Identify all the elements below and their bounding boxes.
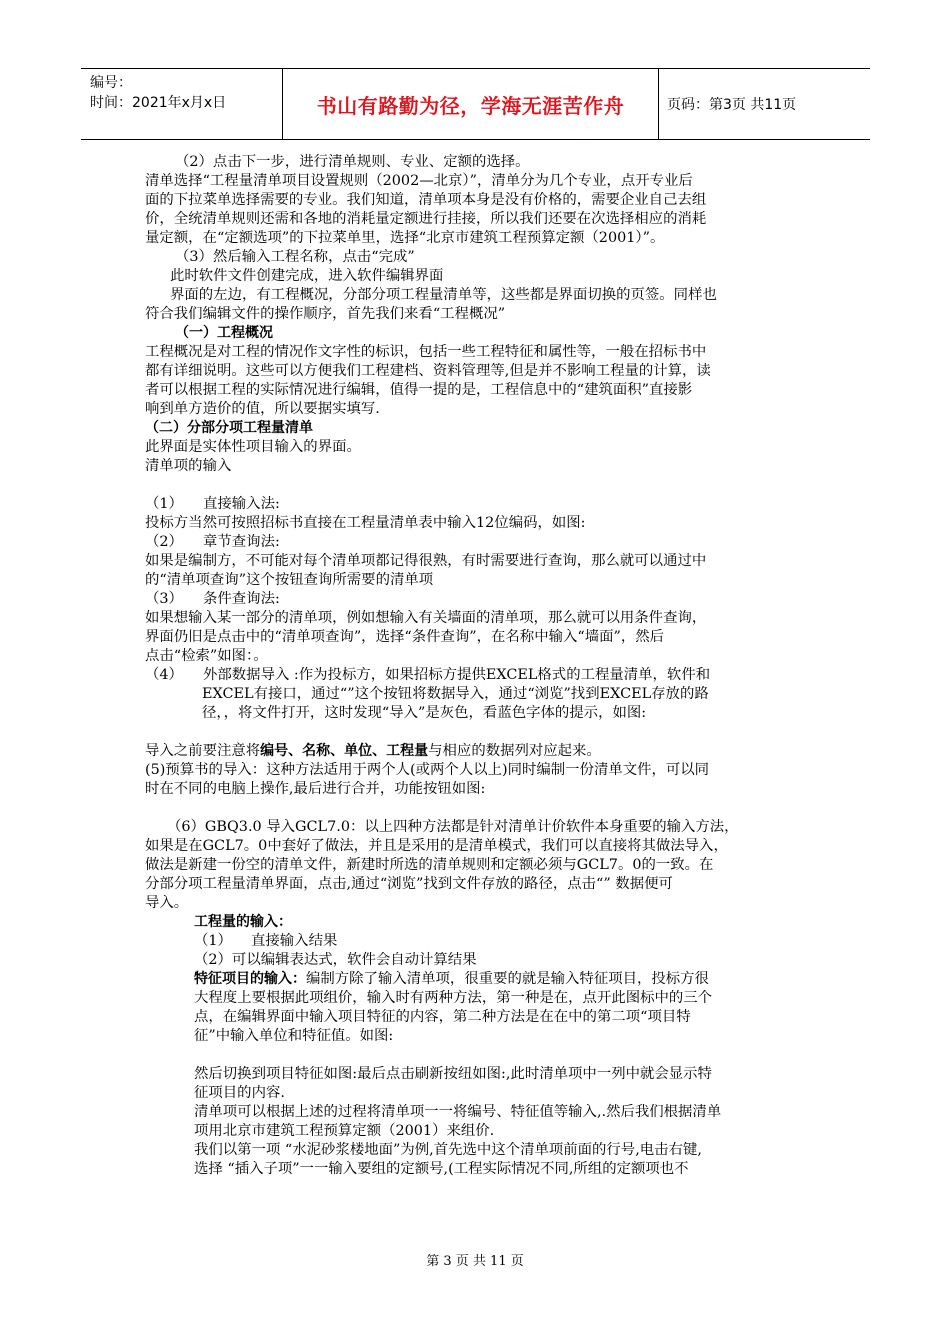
paragraph-line: 大程度上要根据此项组价，输入时有两种方法，第一种是在，点开此图标中的三个	[194, 990, 713, 1006]
paragraph-line: 投标方当然可按照招标书直接在工程量清单表中输入12位编码，如图:	[145, 515, 586, 531]
paragraph-line: 导入。	[145, 895, 189, 911]
header-motto: 书山有路勤为径，学海无涯苦作舟	[283, 69, 659, 139]
paragraph-line: 面的下拉菜单选择需要的专业。我们知道，清单项本身是没有价格的，需要企业自己去组	[145, 192, 707, 208]
list-text: 直接输入法:	[203, 496, 280, 512]
paragraph-line: 点，在编辑界面中输入项目特征的内容，第二种方法是在在中的第二项“项目特	[194, 1009, 691, 1025]
list-item	[145, 495, 810, 514]
paragraph-line: 量定额，在“定额选项”的下拉菜单里，选择“北京市建筑工程预算定额（2001）”。	[145, 230, 665, 246]
paragraph-line: 都有详细说明。这些可以方便我们工程建档、资料管理等,但是并不影响工程量的计算，读	[145, 363, 711, 379]
section-heading: 工程量的输入：	[194, 914, 292, 930]
paragraph-line: 时在不同的电脑上操作,最后进行合并，功能按钮如图:	[145, 781, 486, 797]
paragraph-line: 做法是新建一份空的清单文件，新建时所选的清单规则和定额必须与GCL7。0的一致。在	[145, 857, 714, 873]
body-text	[145, 153, 810, 1179]
paragraph-line: （2）可以编辑表达式，软件会自动计算结果	[194, 952, 477, 968]
paragraph-line: 清单项可以根据上述的过程将清单项一一将编号、特征值等输入,.然后我们根据清单	[194, 1104, 722, 1120]
list-number: （2）	[145, 534, 183, 550]
paragraph-line: 点击“检索”如图：。	[145, 648, 268, 664]
list-number: （1）	[194, 933, 232, 949]
section-heading: （二）分部分项工程量清单	[145, 420, 313, 436]
bold-run: 编号、名称、单位、工程量	[260, 743, 429, 759]
list-text: 条件查询法:	[203, 591, 280, 607]
paragraph-line: 如果是编制方，不可能对每个清单项都记得很熟，有时需要进行查询，那么就可以通过中	[145, 553, 707, 569]
date-label: 时间：2021年x月x日	[90, 95, 227, 111]
list-item	[145, 590, 810, 609]
paragraph-line: 清单选择“工程量清单项目设置规则（2002—北京）”，清单分为几个专业，点开专业后	[145, 173, 693, 189]
paragraph-line: EXCEL有接口，通过“”这个按钮将数据导入，通过“浏览”找到EXCEL存放的路	[202, 686, 709, 702]
bold-run: 特征项目的输入：	[194, 971, 306, 987]
paragraph-line: 选择 “插入子项”一一输入要组的定额号,(工程实际情况不同,所组的定额项也不	[194, 1161, 689, 1177]
blank-line	[145, 476, 810, 495]
text-run: 导入之前要注意将	[145, 743, 261, 759]
paragraph-line: （6）GBQ3.0 导入GCL7.0：以上四种方法都是针对清单计价软件本身重要的输入方法，	[167, 819, 739, 835]
paragraph-line: 者可以根据工程的实际情况进行编辑，值得一提的是，工程信息中的“建筑面积”直接影	[145, 382, 693, 398]
paragraph-line: （3）然后输入工程名称，点击“完成”	[175, 249, 415, 265]
paragraph-line	[145, 742, 810, 761]
paragraph-line: 分部分项工程量清单界面，点击,通过“浏览”找到文件存放的路径，点击“” 数据便可	[145, 876, 673, 892]
paragraph-line: 界面仍旧是点击中的“清单项查询”，选择“条件查询”，在名称中输入“墙面”，然后	[145, 629, 665, 645]
paragraph-line	[145, 970, 810, 989]
paragraph-line: 清单项的输入	[145, 458, 232, 474]
paragraph-line: 征项目的内容.	[194, 1085, 285, 1101]
header-page-info: 页码：第3页 共11页	[667, 97, 797, 113]
list-number: （3）	[145, 591, 183, 607]
paragraph-line: 项用北京市建筑工程预算定额（2001）来组价.	[194, 1123, 495, 1139]
paragraph-line: 响到单方造价的值，所以要据实填写.	[145, 401, 380, 417]
paragraph-line: (5)预算书的导入：这种方法适用于两个人(或两个人以上)同时编制一份清单文件，可以同	[145, 762, 710, 778]
paragraph-line: 此时软件文件创建完成，进入软件编辑界面	[170, 268, 444, 284]
paragraph-line: 价，全统清单规则还需和各地的消耗量定额进行挂接，所以我们还要在次选择相应的消耗	[145, 211, 707, 227]
paragraph-line: 的“清单项查询”这个按钮查询所需要的清单项	[145, 572, 434, 588]
paragraph-line: 我们以第一项 “水泥砂浆楼地面”为例,首先选中这个清单项前面的行号,电击右键,	[194, 1142, 702, 1158]
paragraph-line: 如果是在GCL7。0中套好了做法，并且是采用的是清单模式，我们可以直接将其做法导入，	[145, 838, 728, 854]
blank-line	[145, 799, 810, 818]
paragraph-line: 径，，将文件打开，这时发现“导入”是灰色，看蓝色字体的提示，如图:	[202, 705, 647, 721]
paragraph-line: 此界面是实体性项目输入的界面。	[145, 439, 361, 455]
list-item	[145, 666, 810, 685]
list-item	[145, 932, 810, 951]
paragraph-line: 然后切换到项目特征如图:最后点击刷新按纽如图:,此时清单项中一列中就会显示特	[194, 1066, 712, 1082]
list-text: 章节查询法:	[203, 534, 280, 550]
paragraph-line: 符合我们编辑文件的操作顺序，首先我们来看“工程概况”	[145, 306, 506, 322]
paragraph-line: 如果想输入某一部分的清单项，例如想输入有关墙面的清单项，那么就可以用条件查询，	[145, 610, 707, 626]
page-header	[81, 68, 870, 140]
page-footer: 第 3 页 共 11 页	[426, 1254, 524, 1269]
list-number: （4）	[145, 667, 183, 683]
paragraph-line: 工程概况是对工程的情况作文字性的标识，包括一些工程特征和属性等，一般在招标书中	[145, 344, 707, 360]
list-text: 外部数据导入 :作为投标方，如果招标方提供EXCEL格式的工程量清单，软件和	[203, 667, 711, 683]
blank-line	[145, 1046, 810, 1065]
paragraph-line: 征”中输入单位和特征值。如图:	[194, 1028, 394, 1044]
list-item	[145, 533, 810, 552]
section-heading: （一）工程概况	[175, 325, 273, 341]
code-label: 编号：	[90, 75, 132, 91]
header-meta	[81, 69, 283, 139]
blank-line	[145, 723, 810, 742]
list-text: 直接输入结果	[251, 933, 338, 949]
paragraph-line: （2）点击下一步，进行清单规则、专业、定额的选择。	[175, 154, 530, 170]
text-run: 编制方除了输入清单项，很重要的就是输入特征项目，投标方很	[306, 971, 709, 987]
list-number: （1）	[145, 496, 183, 512]
text-run: 与相应的数据列对应起来。	[428, 743, 601, 759]
paragraph-line: 界面的左边，有工程概况，分部分项工程量清单等，这些都是界面切换的页签。同样也	[170, 287, 717, 303]
